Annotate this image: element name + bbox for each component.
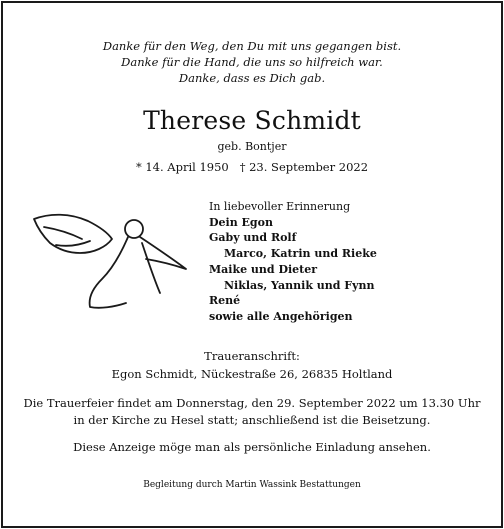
quote-line-1: Danke für den Weg, den Du mit uns gegangen bist. <box>102 39 402 53</box>
mourners-intro: In liebevoller Erinnerung <box>209 200 351 213</box>
ceremony-line-1: Die Trauerfeier findet am Donnerstag, den 29. September 2022 um 13.30 Uhr <box>23 396 481 410</box>
mourner-line: Maike und Dieter <box>209 262 318 276</box>
footer-credit: Begleitung durch Martin Wassink Bestattungen <box>143 480 361 490</box>
invitation-text: Diese Anzeige möge man als persönliche Einladung ansehen. <box>73 440 431 454</box>
mourners-list <box>209 199 377 325</box>
ceremony-line-2: in der Kirche zu Hesel statt; anschließend ist die Beisetzung. <box>73 413 431 427</box>
deceased-name: Therese Schmidt <box>143 106 361 135</box>
mourner-line: Marco, Katrin und Rieke <box>224 247 377 261</box>
mourner-line: Gaby und Rolf <box>209 231 297 245</box>
life-dates: * 14. April 1950 † 23. September 2022 <box>135 160 369 174</box>
address-value: Egon Schmidt, Nückestraße 26, 26835 Holtland <box>111 367 393 381</box>
quote-line-3: Danke, dass es Dich gab. <box>178 71 326 85</box>
address-label: Traueranschrift: <box>204 349 300 363</box>
mourner-line: sowie alle Angehörigen <box>209 309 353 323</box>
mourner-line: René <box>209 294 241 308</box>
mourner-line: Niklas, Yannik und Fynn <box>224 278 375 292</box>
quote-line-2: Danke für die Hand, die uns so hilfreich war. <box>121 55 383 69</box>
mourner-line: Dein Egon <box>209 215 273 229</box>
angel-icon <box>30 207 190 317</box>
birth-name: geb. Bontjer <box>217 140 287 153</box>
